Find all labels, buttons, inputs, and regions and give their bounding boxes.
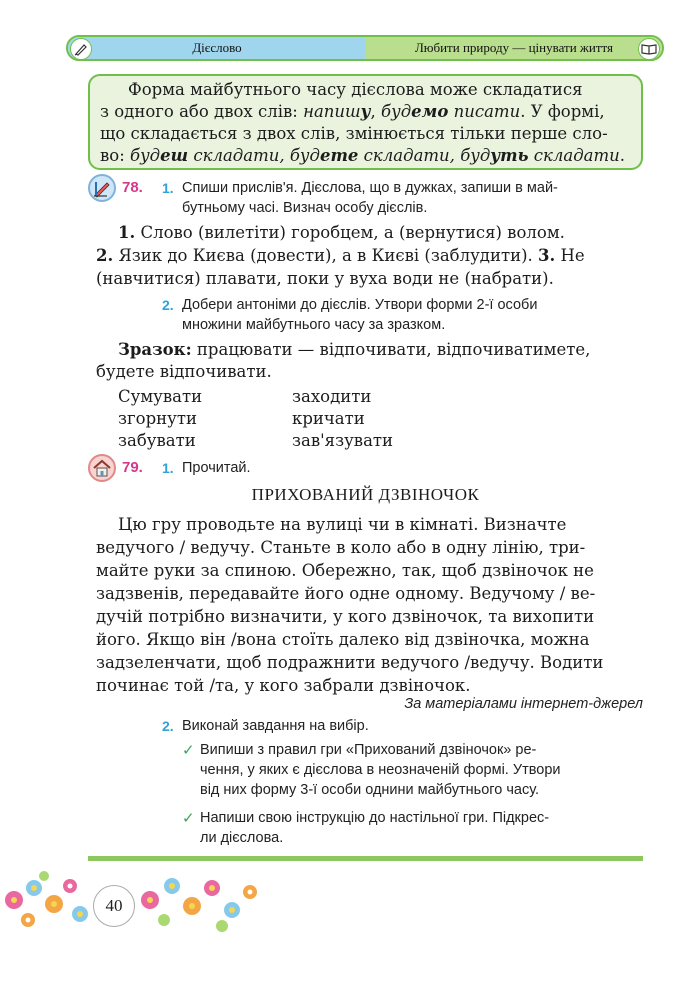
- sample-line-1: Зразок: працювати — відпочивати, відпочиватимете,: [118, 340, 591, 359]
- book-icon: [638, 38, 660, 60]
- text-line: ведучого / ведучу. Станьте в коло або в одну лінію, три-: [96, 538, 586, 557]
- page-number: 40: [93, 885, 135, 927]
- proverb-line-2: 2. Язик до Києва (довести), а в Києві (заблудити). 3. Не: [96, 246, 585, 265]
- ex78-task2-line2: множини майбутнього часу за зразком.: [182, 317, 446, 333]
- ex79-task2-number: 2.: [162, 718, 174, 734]
- option1-line: Випиши з правил гри «Прихований дзвіночок» ре-: [200, 742, 537, 758]
- text-source: За матеріалами інтернет-джерел: [404, 696, 643, 712]
- rule-line-2: з одного або двох слів: напишу, будемо писати. У формі,: [100, 102, 605, 121]
- checkmark-icon: ✓: [182, 809, 195, 827]
- exercise-78-number: 78.: [122, 179, 143, 196]
- word-list-item: Сумувати: [118, 387, 203, 406]
- rule-line-3: що складається з двох слів, змінюється тільки перше сло-: [100, 124, 608, 143]
- text-line: задзвенів, передавайте його одне одному. Ведучому / ве-: [96, 584, 596, 603]
- text-line: дучій потрібно визначити, у кого дзвіночок, та вихопити: [96, 607, 595, 626]
- word-list-item: забувати: [118, 431, 196, 450]
- pen-icon: [70, 38, 92, 60]
- text-title: ПРИХОВАНИЙ ДЗВІНОЧОК: [251, 485, 480, 504]
- rule-line-1: Форма майбутнього часу дієслова може складатися: [128, 80, 583, 99]
- header-chapter-title: Дієслово: [192, 40, 242, 55]
- flowers-icon: [0, 870, 280, 940]
- ex78-task1-number: 1.: [162, 180, 174, 196]
- text-line: його. Якщо він /вона стоїть далеко від дзвіночка, можна: [96, 630, 590, 649]
- ex79-task1-number: 1.: [162, 460, 174, 476]
- ex78-task2-number: 2.: [162, 297, 174, 313]
- option1-line: чення, у яких є дієслова в неозначеній формі. Утвори: [200, 762, 561, 778]
- ex79-task2-text: Виконай завдання на вибір.: [182, 718, 369, 734]
- bottom-divider: [88, 856, 643, 861]
- sample-line-2: будете відпочивати.: [96, 362, 272, 381]
- word-list-item: згорнути: [118, 409, 197, 428]
- ex78-task2-line1: Добери антоніми до дієслів. Утвори форми 2-ї особи: [182, 297, 538, 313]
- ex79-task1-text: Прочитай.: [182, 460, 251, 476]
- ex78-task1-line1: Спиши прислів'я. Дієслова, що в дужках, запиши в май-: [182, 180, 558, 196]
- checkmark-icon: ✓: [182, 741, 195, 759]
- proverb-line-3: (навчитися) плавати, поки у вуха води не (набрати).: [96, 269, 554, 288]
- option2-line: Напиши свою інструкцію до настільної гри. Підкрес-: [200, 810, 550, 826]
- rule-line-4: во: будеш складати, будете складати, будуть складати.: [100, 146, 626, 165]
- text-line: починає той /та, у кого забрали дзвіночок.: [96, 676, 471, 695]
- header-theme-title: Любити природу — цінувати життя: [414, 40, 614, 55]
- text-line: Цю гру проводьте на вулиці чи в кімнаті. Визначте: [118, 515, 567, 534]
- proverb-line-1: 1. Слово (вилетіти) горобцем, а (вернутися) волом.: [118, 223, 565, 242]
- option2-line: ли дієслова.: [200, 830, 284, 846]
- header-section-right: [366, 37, 662, 59]
- header-section-left: [68, 37, 366, 59]
- ex78-task1-line2: бутньому часі. Визнач особу дієслів.: [182, 200, 428, 216]
- word-list-item: кричати: [292, 409, 365, 428]
- word-list-item: зав'язувати: [292, 431, 394, 450]
- option1-line: від них форму 3-ї особи однини майбутнього часу.: [200, 782, 540, 798]
- text-line: майте руки за спиною. Обережно, так, щоб дзвіночок не: [96, 561, 594, 580]
- pencil-ruler-icon: [88, 174, 116, 202]
- page-header: [66, 35, 664, 61]
- grammar-rule-box: [88, 74, 643, 170]
- exercise-79-number: 79.: [122, 459, 143, 476]
- word-list-item: заходити: [292, 387, 372, 406]
- text-line: задзеленчати, щоб подражнити ведучого /ведучу. Водити: [96, 653, 604, 672]
- house-icon: [88, 454, 116, 482]
